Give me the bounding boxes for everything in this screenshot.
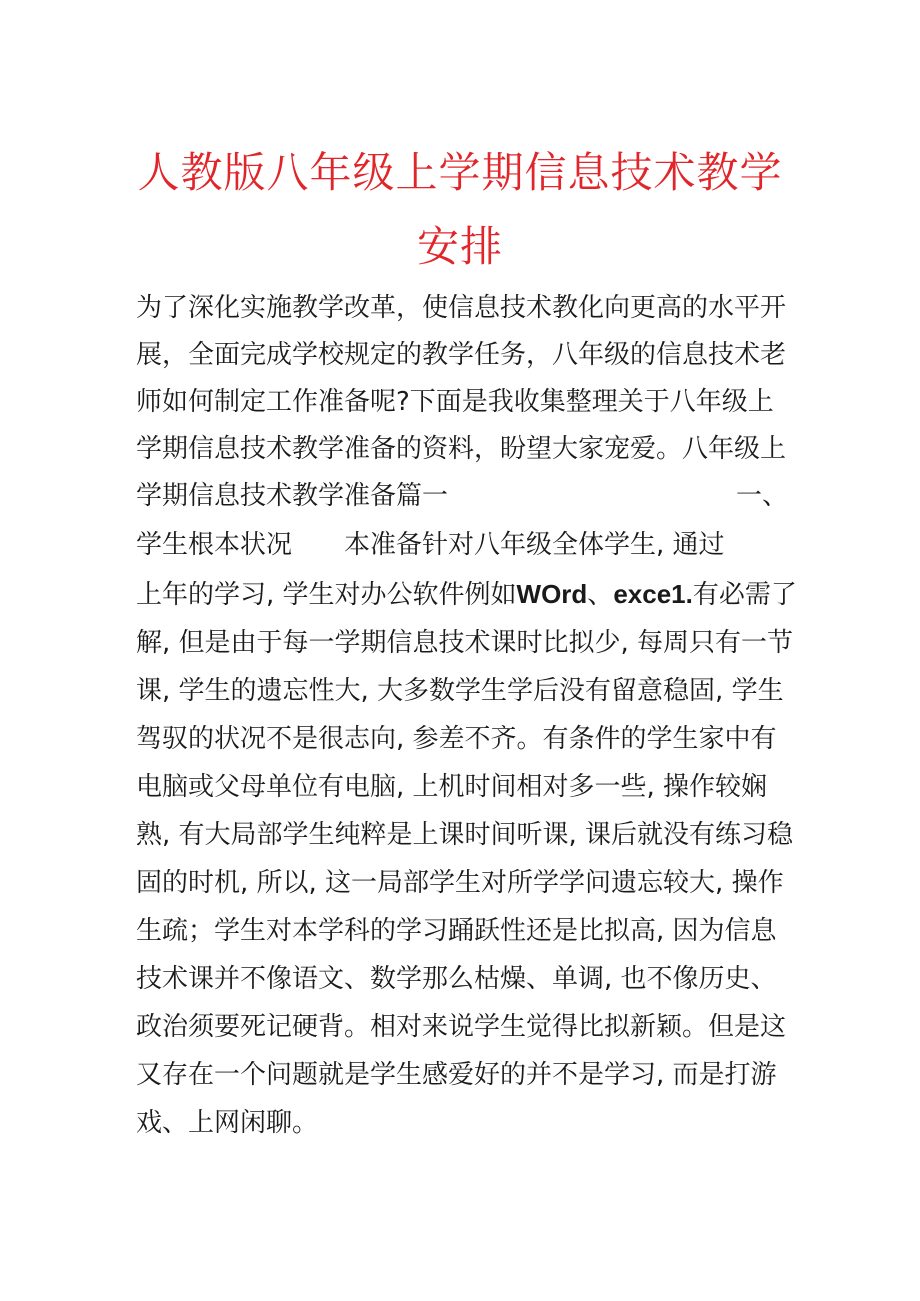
text-run: 上年的学习, 学生对办公软件例如 bbox=[136, 580, 517, 610]
text-line bbox=[136, 522, 796, 568]
text-line: 固的时机, 所以, 这一局部学生对所学学问遗忘较大, 操作 bbox=[136, 868, 784, 898]
text-line: 戏、上网闲聊。 bbox=[136, 1108, 319, 1138]
text-run: 本准备针对八年级全体学生, 通过 bbox=[344, 530, 725, 560]
document-title-line-2: 安排 bbox=[416, 222, 503, 271]
text-line: 课, 学生的遗忘性大, 大多数学生学后没有留意稳固, 学生 bbox=[136, 676, 784, 706]
text-run: 有必需了 bbox=[692, 580, 797, 610]
word-software-name: WOrd bbox=[516, 579, 588, 609]
text-line: 驾驭的状况不是很志向, 参差不齐。有条件的学生家中有 bbox=[136, 724, 777, 754]
text-line: 熟, 有大局部学生纯粹是上课时间听课, 课后就没有练习稳 bbox=[136, 820, 794, 850]
document-title-line-1: 人教版八年级上学期信息技术教学 bbox=[137, 148, 783, 197]
section-heading-text: 学期信息技术教学准备篇一 bbox=[136, 481, 449, 511]
text-run: 、 bbox=[587, 580, 614, 610]
text-line: 展，全面完成学校规定的教学任务，八年级的信息技术老 bbox=[136, 340, 787, 370]
text-line: 解, 但是由于每一学期信息技术课时比拟少, 每周只有一节 bbox=[136, 628, 794, 658]
subsection-heading: 学生根本状况 bbox=[136, 530, 293, 560]
excel-software-name: exce1. bbox=[613, 579, 693, 609]
text-line bbox=[136, 473, 796, 519]
text-line: 师如何制定工作准备呢?下面是我收集整理关于八年级上 bbox=[136, 387, 774, 417]
text-line: 为了深化实施教学改革，使信息技术教化向更高的水平开 bbox=[136, 293, 787, 323]
text-line: 技术课并不像语文、数学那么枯燥、单调, 也不像历史、 bbox=[136, 964, 777, 994]
text-line: 政治须要死记硬背。相对来说学生觉得比拟新颖。但是这 bbox=[136, 1012, 787, 1042]
text-line: 生疏；学生对本学科的学习踊跃性还是比拟高, 因为信息 bbox=[136, 916, 777, 946]
section-number: 一、 bbox=[736, 481, 789, 511]
text-line bbox=[136, 571, 796, 617]
text-line: 学期信息技术教学准备的资料，盼望大家宠爱。八年级上 bbox=[136, 434, 787, 464]
text-line: 电脑或父母单位有电脑, 上机时间相对多一些, 操作较娴 bbox=[136, 772, 768, 802]
text-line: 又存在一个问题就是学生感爱好的并不是学习, 而是打游 bbox=[136, 1060, 777, 1090]
